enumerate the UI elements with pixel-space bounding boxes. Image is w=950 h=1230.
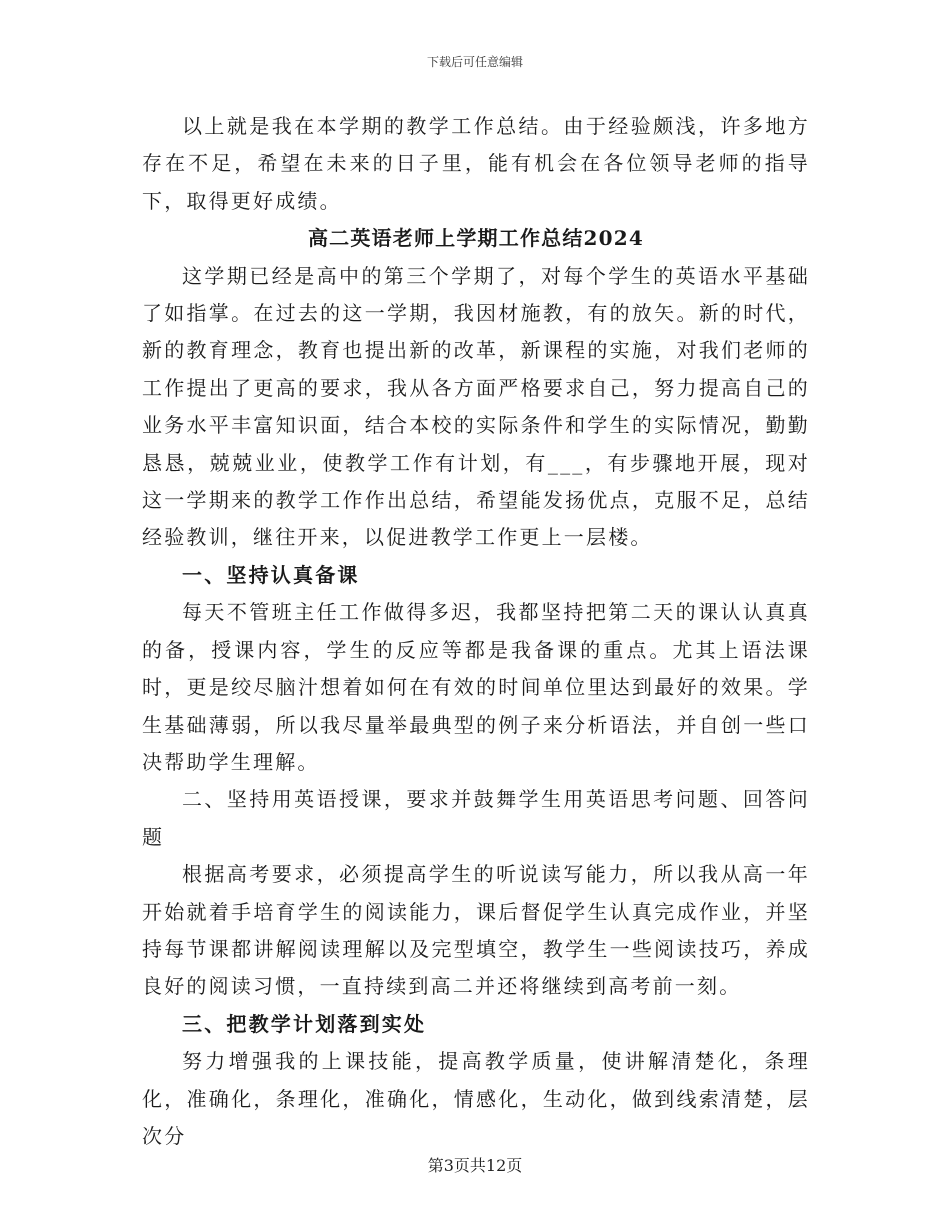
paragraph-2: 每天不管班主任工作做得多迟，我都坚持把第二天的课认认真真的备，授课内容，学生的反应等都是我备课的重点。尤其上语法课时，更是绞尽脑汁想着如何在有效的时间单位里达到最好的效果。学生基础薄弱，所以我尽量举最典型的例子来分析语法，并自创一些口决帮助学生理解。 [142,600,810,774]
section-heading-3: 三、把教学计划落到实处 [182,1011,427,1036]
section-heading-2: 二、坚持用英语授课，要求并鼓舞学生用英语思考问题、回答问题 [142,787,810,849]
paragraph-4: 努力增强我的上课技能，提高教学质量，使讲解清楚化，条理化，准确化，条理化，准确化，情感化，生动化，做到线索清楚，层次分 [142,1049,810,1148]
page-number: 第3页共12页 [427,1156,523,1175]
page-header-note: 下载后可任意编辑 [426,55,523,69]
paragraph-3: 根据高考要求，必须提高学生的听说读写能力，所以我从高一年开始就着手培育学生的阅读能力，课后督促学生认真完成作业，并坚持每节课都讲解阅读理解以及完型填空，教学生一些阅读技巧，养成良好的阅读习惯，一直持续到高二并还将继续到高考前一刻。 [142,862,810,999]
document-body [142,108,810,1155]
paragraph-intro: 以上就是我在本学期的教学工作总结。由于经验颇浅，许多地方存在不足，希望在未来的日子里，能有机会在各位领导老师的指导下，取得更好成绩。 [142,114,810,213]
paragraph-1: 这学期已经是高中的第三个学期了，对每个学生的英语水平基础了如指掌。在过去的这一学期，我因材施教，有的放矢。新的时代，新的教育理念，教育也提出新的改革，新课程的实施，对我们老师的工作提出了更高的要求，我从各方面严格要求自己，努力提高自己的业务水平丰富知识面，结合本校的实际条件和学生的实际情况，勤勤恳恳，兢兢业业，使教学工作有计划，有___，有步骤地开展，现对这一学期来的教学工作作出总结，希望能发扬优点，克服不足，总结经验教训，继往开来，以促进教学工作更上一层楼。 [142,263,810,550]
section-heading-1: 一、坚持认真备课 [182,562,360,587]
document-title: 高二英语老师上学期工作总结2024 [307,226,645,251]
